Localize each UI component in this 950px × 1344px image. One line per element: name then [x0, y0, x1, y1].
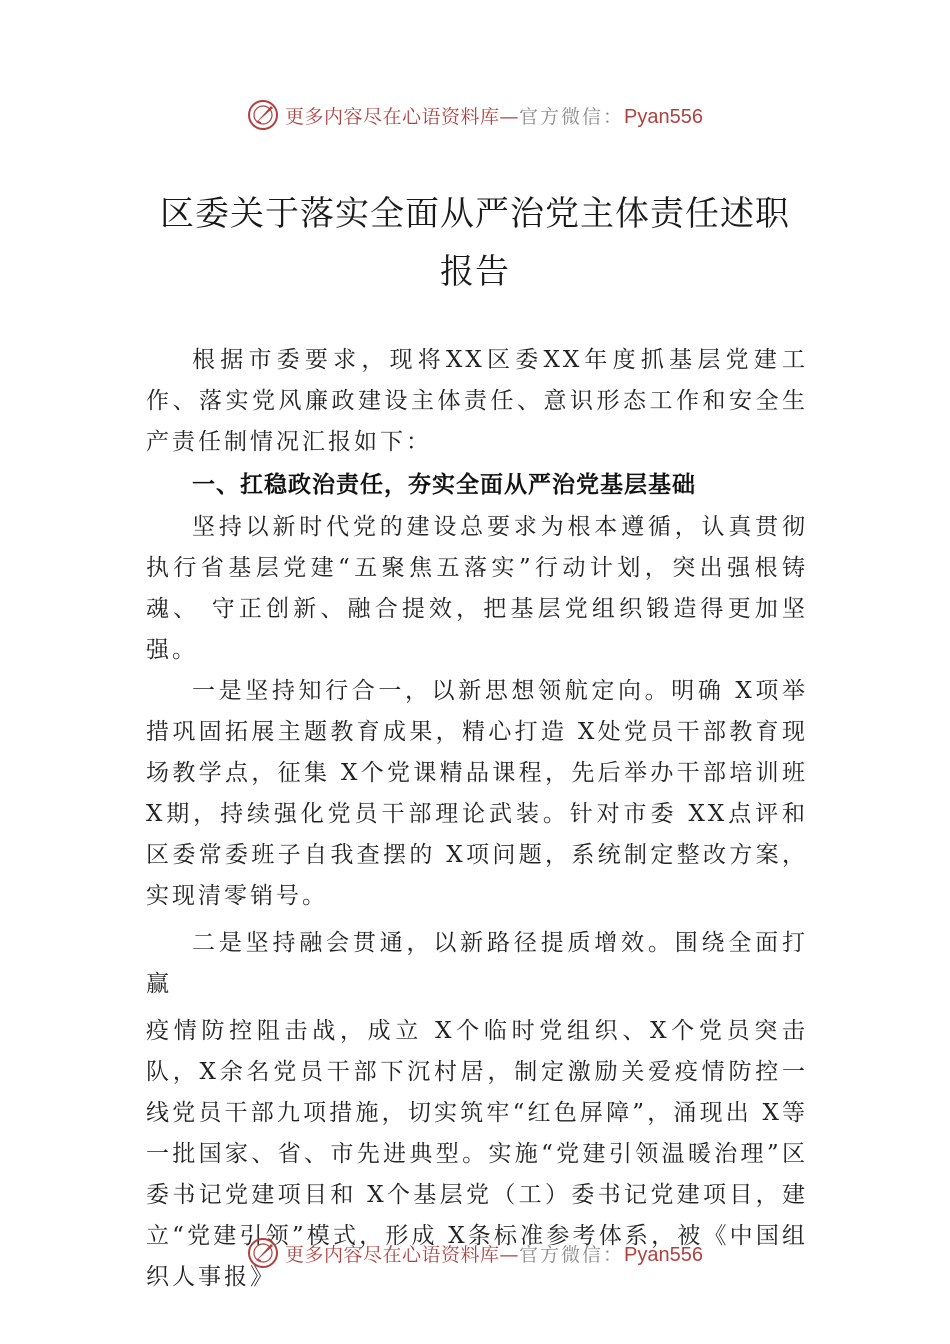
- item-1-paragraph: 一是坚持知行合一，以新思想领航定向。明确 X项举措巩固拓展主题教育成果，精心打造 X处党员干部教育现场教学点，征集 X个党课精品课程，先后举办干部培训班 X期，持续强化党员干部理论武装。针对市委 XX点评和区委常委班子自我查摆的 X项问题，系统制定整改方案，实现清零销号。: [146, 678, 808, 909]
- document-body: [146, 340, 808, 1298]
- intro-paragraph: 根据市委要求，现将XX区委XX年度抓基层党建工作、落实党风廉政建设主体责任、意识形态工作和安全生产责任制情况汇报如下：: [146, 347, 808, 455]
- item-2-first-line: 二是坚持融会贯通，以新路径提质增效。围绕全面打赢: [146, 930, 808, 997]
- title-line-1: 区委关于落实全面从严治党主体责任述职: [160, 194, 790, 234]
- watermark-text: 更多内容尽在心语资料库—官方微信：Pyan556: [285, 1243, 703, 1266]
- title-line-2: 报告: [440, 252, 510, 292]
- watermark-banner-bottom: [0, 1233, 950, 1273]
- document-title: [140, 185, 810, 301]
- watermark-text: 更多内容尽在心语资料库—官方微信：Pyan556: [285, 105, 703, 128]
- section-1-heading: 一、扛稳政治责任，夯实全面从严治党基层基础: [192, 472, 696, 498]
- quill-logo-icon: [247, 99, 279, 131]
- section-1-paragraph: 坚持以新时代党的建设总要求为根本遵循，认真贯彻执行省基层党建“五聚焦五落实”行动计划，突出强根铸魂、 守正创新、融合提效，把基层党组织锻造得更加坚强。: [146, 514, 808, 663]
- watermark-banner-top: [0, 95, 950, 135]
- item-2-paragraph: 疫情防控阻击战，成立 X个临时党组织、X个党员突击队，X余名党员干部下沉村居，制定激励关爱疫情防控一线党员干部九项措施，切实筑牢“红色屏障”，涌现出 X等一批国家、省、市先进典型。实施“党建引领温暖治理”区委书记党建项目和 X个基层党（工）委书记党建项目，建立“党建引领”模式，形成 X条标准参考体系，被《中国组织人事报》: [146, 1018, 808, 1290]
- quill-logo-icon: [247, 1237, 279, 1269]
